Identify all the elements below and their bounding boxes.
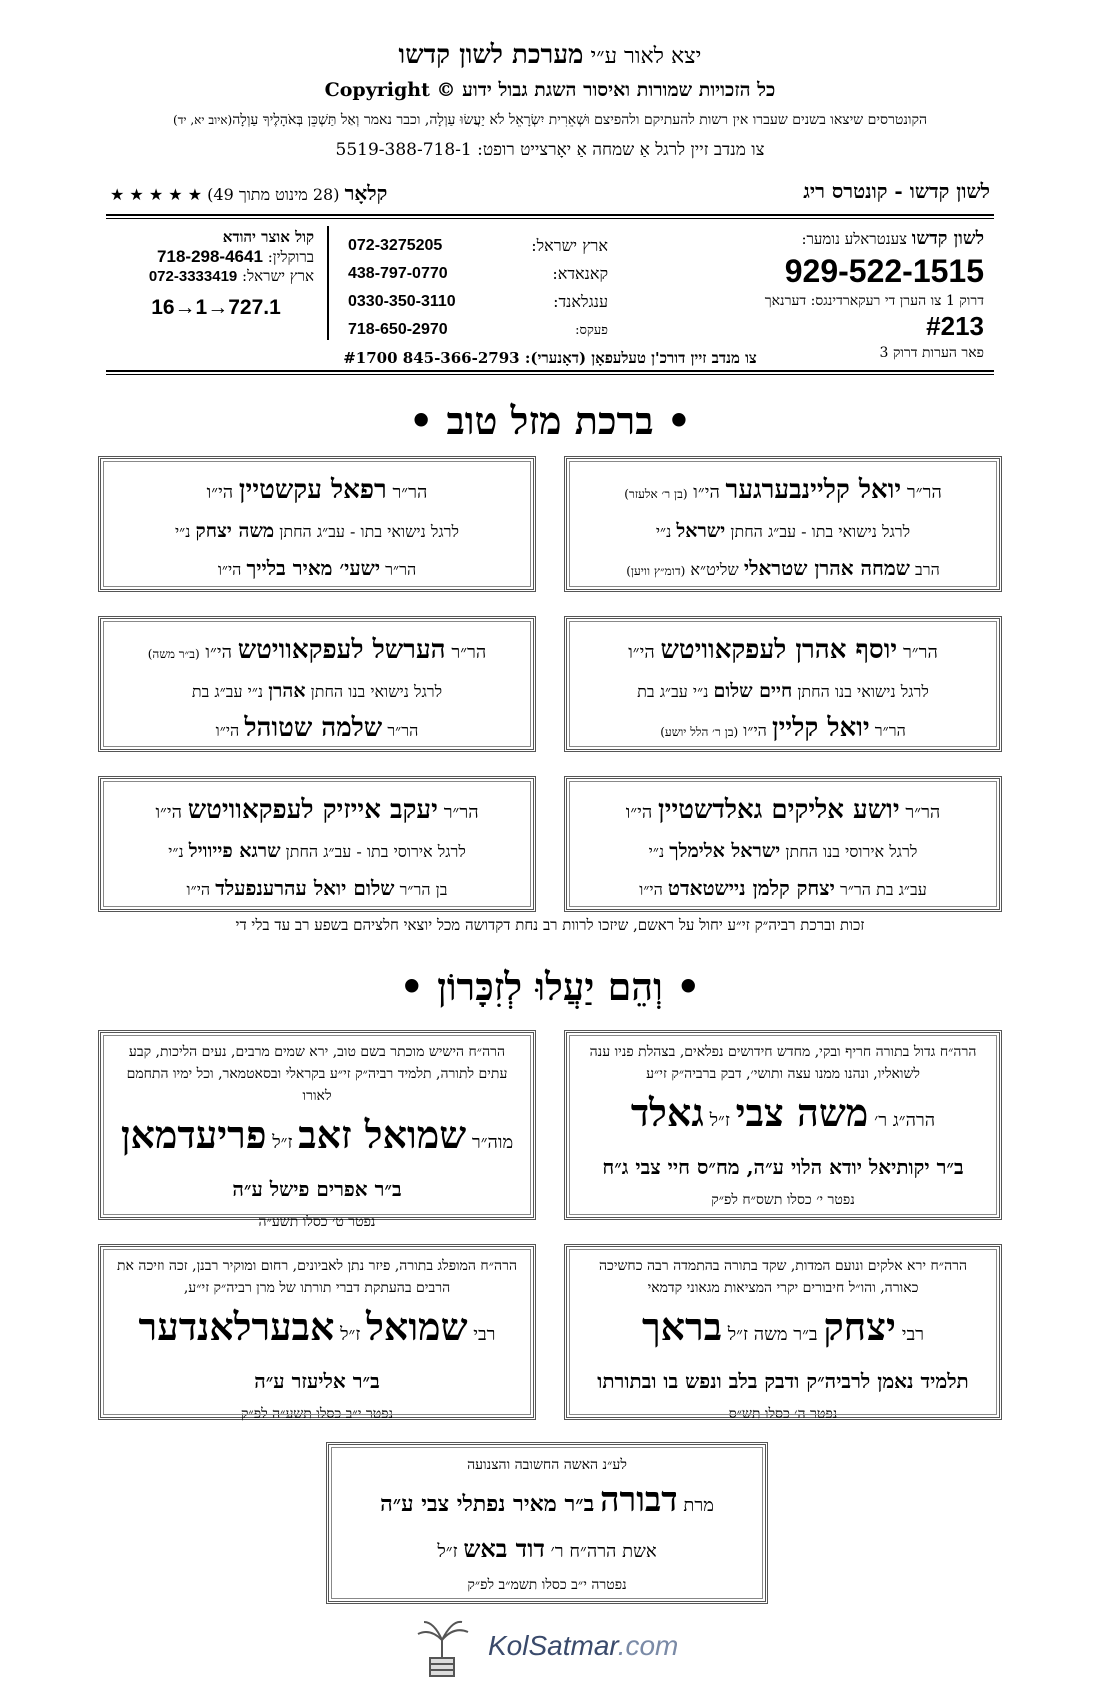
memorial-name-line [581, 1085, 985, 1149]
kol-title: קול אוצר יהודא [222, 228, 314, 246]
mt-line1 [101, 631, 533, 673]
mt-title: הר״ר [906, 482, 942, 503]
mazel-tov-box [564, 616, 1002, 752]
mt-name: יעקב אייזיק לעפקאוויטש [187, 795, 438, 825]
mt-title: הר״ר [451, 642, 487, 663]
final-name-line [329, 1477, 765, 1529]
memorial-father: ב״ר אליעזר ע״ה [254, 1369, 380, 1393]
mt-inlaw-name: שלום יואל עהרענפעלד [215, 876, 395, 900]
memorial-zl: ז״ל [340, 1324, 361, 1345]
memorial-surname: גאלד [630, 1090, 704, 1135]
intl-label: ארץ ישראל: [531, 236, 608, 255]
info-divider [327, 226, 329, 340]
memorial-title-prefix: הרה״ג ר׳ [874, 1110, 936, 1131]
palm-tree-icon [418, 1622, 468, 1676]
mt-chosson: משה יצחק [195, 520, 275, 542]
mt-name: יוסף אהרן לעפקאוויטש [660, 635, 898, 665]
mt-inlaw-name: שמחה אהרן שטראלי [743, 556, 910, 580]
brand-domain: .com [617, 1630, 679, 1661]
divider-top-thin [106, 218, 994, 219]
brooklyn-label: ברוקלין: [267, 248, 314, 266]
divider-top [106, 214, 994, 216]
mt-inlaw-title: הר״ר [387, 721, 419, 740]
intl-number[interactable]: 072-3275205 [348, 237, 443, 254]
final-husband-post: ז״ל [437, 1541, 458, 1562]
mt-suffix: הי״ו [206, 482, 234, 503]
mt-name: יושע אליקים גאלדשטיין [658, 795, 900, 825]
memorial-box [98, 1244, 536, 1420]
notice-ref: (איוב יא, יד) [172, 113, 233, 127]
publisher-name: מערכת לשון קדשו [398, 40, 584, 70]
publisher-line [0, 40, 1100, 70]
mt-chosson-suffix: נ״י עב״ג בת [191, 682, 264, 701]
mt-title: הר״ר [902, 642, 938, 663]
kol-otzar-block [118, 228, 314, 320]
press-code: #213 [926, 311, 984, 342]
mt-chosson: חיים שלום [713, 680, 793, 702]
donor-line: צו מנדב זיין לרגל אַ שמחה אַ יאָרצייט רופט: 5519-388-718-1 [335, 140, 765, 160]
intl-row [348, 260, 608, 288]
mt-line1 [567, 791, 999, 833]
mt-line1 [101, 791, 533, 833]
final-memorial-box [326, 1442, 768, 1604]
memorial-name-line [581, 1299, 985, 1363]
intl-label: פעקס: [575, 323, 608, 338]
press-line: דרוק 1 צו הערן די רעקארדינגס: דערנאך [764, 293, 984, 309]
intl-label: קאנאדא: [552, 264, 608, 283]
mt-line1 [567, 631, 999, 673]
final-name: דבורה [599, 1480, 678, 1520]
brooklyn-number[interactable]: 718-298-4641 [157, 247, 263, 266]
memorial-name-line [115, 1299, 519, 1363]
hotline-sub: צענטראלע נומער: [801, 230, 907, 248]
memorial-zl: ז״ל [272, 1132, 293, 1153]
memorial-box [564, 1030, 1002, 1220]
mt-inlaw-name: שלמה שטוהל [244, 713, 383, 743]
mt-chosson-suffix: נ״י [648, 842, 665, 861]
memorial-father: תלמיד נאמן לרביה״ק ודבק בלב ונפש בו ובתורתו [597, 1369, 969, 1393]
mt-inlaw-name: ישעי׳ מאיר בלייך [246, 556, 381, 580]
mt-line3 [101, 870, 533, 909]
memorial-zl: ז״ל [709, 1110, 730, 1131]
mazel-tov-box [564, 456, 1002, 592]
mt-chosson-suffix: נ״י עב״ג בת [637, 682, 709, 701]
memorial-title-prefix: רבי [473, 1324, 496, 1345]
final-ben: ב״ר מאיר נפתלי צבי ע״ה [380, 1491, 595, 1517]
hotline-label: לשון קדשו [911, 228, 984, 249]
intl-label: ענגלאנד: [553, 292, 608, 311]
notice-line [70, 112, 1030, 129]
mt-title: הר״ר [443, 802, 479, 823]
mt-inlaw-name: יואל קליין [771, 713, 870, 743]
mt-line3 [101, 550, 533, 589]
memorial-niftar: נפטר ט׳ כסלו תשע״ה [258, 1214, 376, 1230]
memorial-box [564, 1244, 1002, 1420]
mt-suffix: הי״ו [155, 802, 182, 823]
mt-line2 [567, 833, 999, 870]
mt-line3 [567, 710, 999, 750]
mt-line2 [567, 673, 999, 710]
memorial-niftar: נפטר י׳ כסלו תשס״ח לפ״ק [711, 1192, 855, 1208]
notes-line: פאר הערות דרוק 3 [879, 344, 984, 361]
rights-text: כל הזכויות שמורות ואיסור השגת גבול ידוע [462, 79, 776, 101]
mt-inlaw-suffix: הי״ו [743, 721, 767, 740]
mt-inlaw-name: יצחק קלמן ניישטאדט [667, 876, 835, 900]
copyright-label: Copyright © [324, 79, 456, 101]
mt-name: רפאל עקשטיין [238, 475, 387, 505]
zechus-line: זכות וברכת רביה״ק זי״ע יחול על ראשם, שיזכו לרוות רב נחת דקדושה מכל יוצאי חלציהם בשפע רב עד בלי די [235, 916, 865, 934]
memorial-father: ב״ר אפרים פישל ע״ה [232, 1177, 402, 1201]
mt-suffix: הי״ו [205, 642, 232, 663]
israel-number[interactable]: 072-3333419 [148, 268, 238, 285]
memorial-title-prefix: מוה״ר [471, 1132, 514, 1153]
final-husband-line [329, 1529, 765, 1572]
memorial-zl: ב״ר משה ז״ל [727, 1324, 818, 1345]
mt-inlaw-title: הרב [915, 560, 940, 579]
memorial-surname: פריעדמאן [120, 1112, 267, 1157]
mt-line3 [101, 710, 533, 750]
mt-title: הר״ר [905, 802, 941, 823]
mt-name: הערשל לעפקאוויטש [237, 635, 446, 665]
mt-line3 [567, 870, 999, 909]
mt-line1 [101, 471, 533, 513]
mt-inlaw-note: (בן ר׳ הלל יושע) [660, 725, 739, 739]
final-pre: מרת [683, 1495, 714, 1516]
mt-line3 [567, 550, 999, 589]
memorial-father: ב״ר יקותיאל יודא הלוי ע״ה, מח״ס חיי צבי ג״ח [602, 1155, 964, 1179]
mazel-tov-title: • ברכת מזל טוב • [408, 398, 692, 443]
mt-occasion: לרגל נישואי בתו - עב״ג החתן [279, 522, 460, 541]
mt-inlaw-suffix: הי״ו [186, 880, 211, 899]
mt-inlaw-note: (דומ״ץ וויען) [626, 564, 686, 578]
mt-occasion: לרגל נישואי בנו החתן [310, 682, 443, 701]
israel-label: ארץ ישראל: [242, 267, 314, 285]
mt-line2 [101, 513, 533, 550]
menu-path: 16→1→727.1 [151, 296, 281, 319]
memorial-praise: הרה״ח הישיש מוכתר בשם טוב, ירא שמים מרבים, נעים הליכות, קבע עתים לתורה, תלמיד רביה״ק זי״ע בקראלי ובסאטמאר, וכל ימיו התחמם לאורו [126, 1044, 508, 1104]
hotline-block [734, 228, 984, 362]
final-top: לע״נ האשה החשובה והצנועה [467, 1457, 627, 1473]
memorial-niftar: נפטר י״ב כסלו תשע״ה לפ״ק [240, 1406, 394, 1422]
mt-title: הר״ר [392, 482, 428, 503]
mt-occasion: לרגל נישואי בנו החתן [797, 682, 929, 701]
mt-inlaw-title: הר״ר [874, 721, 906, 740]
mt-inlaw-suffix: הי״ו [639, 880, 663, 899]
mt-chosson-suffix: נ״י [168, 842, 184, 861]
notice-text: הקונטרסים שיצאו בשנים שעברו אין רשות להעתיקם ולהפיצם וּשְׁאֵרִית יִשְׂרָאֵל לֹא יַעֲשׂוּ עַוְלָה, וכבר נאמר וְאַל תַּשְׁכֵּן בְּאֹהָלֶיךָ עַוְלָה [232, 112, 928, 128]
final-niftar: נפטרה י״ב כסלו תשמ״ב לפ״ק [467, 1577, 627, 1593]
mt-inlaw-title: עב״ג בת הר״ר [839, 880, 927, 899]
mt-suffix: הי״ו [625, 802, 653, 823]
mt-inlaw-title: הר״ר [385, 560, 417, 579]
mt-chosson-suffix: נ״י [655, 522, 672, 541]
memorial-praise: הרה״ח ירא אלקים ונועם המדות, שקד בתורה בהתמדה רבה כחשיכה כאורה, והו״ל חיבורים יקרי המציאות מגאוני קדמאי [598, 1258, 968, 1296]
memorial-praise: הרה״ח המופלג בתורה, פיזר נתן לאביונים, רחום ומוקיר רבנן, זכה וזיכה את הרבים בהעתקת דברי תורתו של מרן רביה״ק זי״ע, [117, 1258, 517, 1296]
kuntres-title: לשון קדשו - קונטרס ריג [803, 179, 990, 203]
mt-inlaw-title: בן הר״ר [399, 880, 448, 899]
mt-inlaw-suffix: הי״ו [215, 721, 240, 740]
sponsor-phone-line: צו מנדב זיין דורכ'ן טעלעפאָן (דאָנערי): 845-366-2793 #1700 [343, 349, 757, 367]
final-wife-pre: אשת הרה״ח ר׳ [550, 1541, 657, 1562]
memorial-praise: הרה״ח גדול בתורה חריף ובקי, מחדש חידושים נפלאים, בצהלת פניו ענה לשואליו, ונהנו ממנו עצה ותושי׳, דבק ברביה״ק זי״ע [589, 1044, 977, 1082]
mt-chosson: ישראל אלימלך [669, 840, 781, 862]
intl-number[interactable]: 718-650-2970 [348, 321, 448, 338]
intl-number[interactable]: 438-797-0770 [348, 265, 448, 282]
memorial-niftar: נפטר ה׳ כסלו תש״ס [728, 1406, 838, 1422]
intl-numbers [348, 232, 608, 344]
mt-line2 [101, 673, 533, 710]
memorial-name-line [115, 1107, 519, 1171]
mt-name: יואל קליינבערגער [725, 475, 902, 505]
mt-chosson: אהרן [268, 680, 306, 702]
hotline-phone[interactable]: 929-522-1515 [784, 253, 984, 289]
recording-length: (28 מינוט מתוך 49) [207, 185, 340, 204]
publisher-prefix: יצא לאור ע״י [590, 44, 702, 69]
recording-info [110, 181, 387, 206]
mt-inlaw-suffix: שליט״א [690, 560, 739, 579]
mt-line1 [567, 471, 999, 513]
memorial-surname: אבערלאנדער [138, 1304, 335, 1349]
recording-clarity: קלאָר [344, 181, 388, 205]
mt-chosson: ישראל [676, 520, 726, 542]
mazel-tov-box [98, 616, 536, 752]
mt-line2 [101, 833, 533, 870]
mazel-tov-box [98, 776, 536, 912]
rating-stars: ★ ★ ★ ★ ★ [110, 185, 203, 204]
mazel-tov-box [98, 456, 536, 592]
intl-row [348, 316, 608, 344]
memorial-name: שמואל [366, 1304, 468, 1349]
memorial-box [98, 1030, 536, 1230]
mazel-tov-box [564, 776, 1002, 912]
mt-inlaw-suffix: הי״ו [217, 560, 242, 579]
intl-row [348, 232, 608, 260]
divider-info-bottom [106, 370, 994, 372]
copyright-line [0, 79, 1100, 102]
memorial-name: שמואל זאב [298, 1112, 467, 1157]
kolsatmar-wordmark[interactable] [488, 1630, 678, 1662]
mt-chosson: שרגא פייוויל [188, 840, 281, 862]
memorial-surname: בראך [641, 1304, 723, 1349]
mt-occasion: לרגל נישואי בתו - עב״ג החתן [730, 522, 911, 541]
memorial-name: משה צבי [735, 1090, 869, 1135]
mt-occasion: לרגל אירוסי בתו - עב״ג החתן [285, 842, 466, 861]
mt-occasion: לרגל אירוסי בנו החתן [785, 842, 918, 861]
memorial-title-prefix: רבי [901, 1324, 925, 1345]
mt-note: (בן ר׳ אלעזר) [624, 487, 688, 501]
memorial-name: יצחק [823, 1304, 897, 1349]
final-husband: דוד באש [463, 1534, 545, 1563]
mt-suffix: הי״ו [628, 642, 655, 663]
mt-note: (ב״ר משה) [147, 647, 200, 661]
mt-suffix: הי״ו [693, 482, 720, 503]
intl-row [348, 288, 608, 316]
mt-chosson-suffix: נ״י [174, 522, 191, 541]
intl-number[interactable]: 0330-350-3110 [348, 293, 456, 310]
brand-name: KolSatmar [488, 1630, 618, 1661]
mt-line2 [567, 513, 999, 550]
memorial-title: • וְהֵם יַעֲלוּ לְזִכָּרוֹן • [399, 964, 701, 1009]
divider-info-bottom-thin [106, 374, 994, 375]
